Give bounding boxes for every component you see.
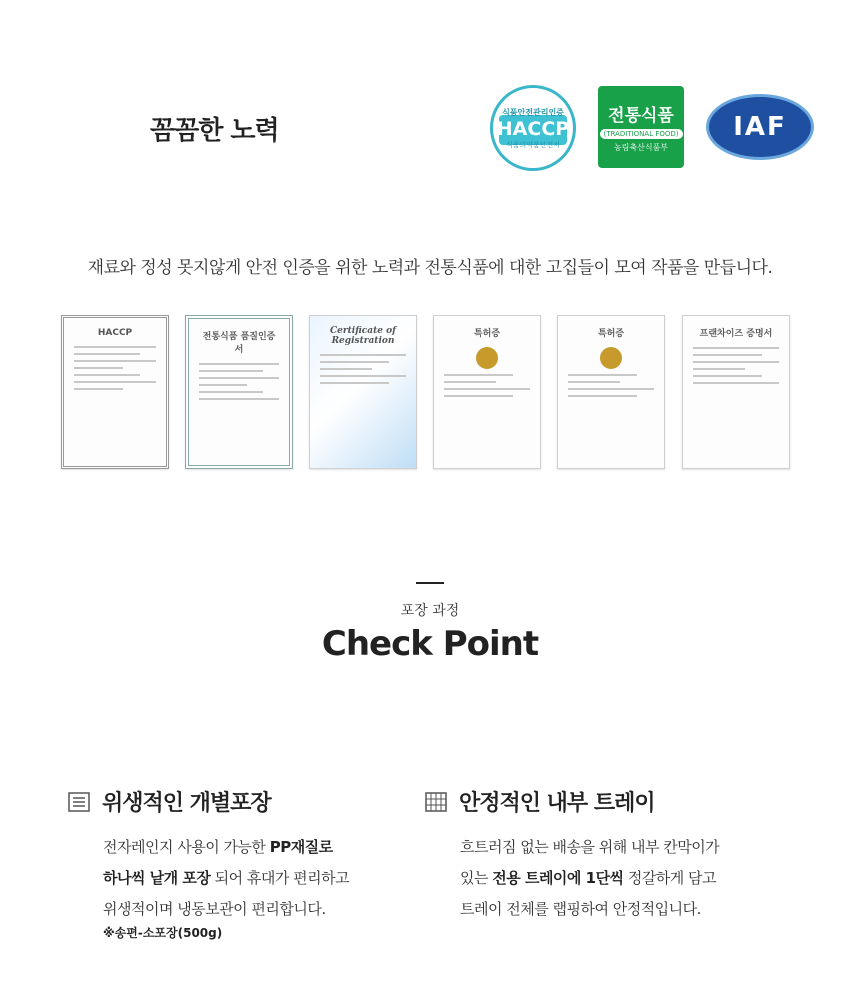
- text-line: [444, 395, 513, 397]
- haccp-logo-main: HACCP: [496, 117, 570, 140]
- haccp-logo-bottom: 식품의약품안전처: [505, 140, 561, 149]
- traditional-logo-bottom: 농림축산식품부: [613, 143, 669, 152]
- text-line: [693, 361, 779, 363]
- text-line: [74, 353, 140, 355]
- text-line: [444, 374, 513, 376]
- text-line: [199, 384, 247, 386]
- text-line: [320, 354, 406, 356]
- section-sub-label: 포장 과정: [400, 603, 460, 619]
- text-line: [444, 388, 530, 390]
- text-line: [199, 363, 279, 365]
- text-line: [568, 374, 637, 376]
- certificate-title: Certificate of Registration: [330, 326, 396, 346]
- certificate-title: 특허증: [597, 329, 625, 339]
- certificate-title: HACCP: [97, 328, 133, 338]
- text-line: [444, 381, 496, 383]
- text-line: [320, 361, 389, 363]
- text-line: [199, 398, 279, 400]
- gold-seal-icon: [600, 347, 622, 369]
- desc-bold: 전용 트레이에 1단씩: [492, 869, 624, 887]
- feature-heading: 안정적인 내부 트레이: [459, 791, 655, 816]
- iaf-logo: [706, 94, 814, 160]
- certificate-franchise: [682, 315, 790, 469]
- feature-left-description: [103, 832, 349, 925]
- certificate-title: 프랜차이즈 증명서: [699, 329, 773, 339]
- desc-line: [103, 863, 349, 894]
- desc-line: [103, 894, 349, 925]
- text-line: [320, 382, 389, 384]
- text-line: [693, 382, 779, 384]
- text-line: [199, 391, 263, 393]
- text-line: [693, 375, 762, 377]
- certificate-registration: [309, 315, 417, 469]
- desc-line: [460, 863, 719, 894]
- grid-icon: [425, 792, 447, 812]
- haccp-logo: [490, 85, 576, 171]
- desc-line: [460, 832, 719, 863]
- list-icon: [68, 792, 90, 812]
- feature-heading: 위생적인 개별포장: [102, 791, 271, 816]
- desc-text: 트레이 전체를 랩핑하여 안정적입니다.: [460, 900, 701, 918]
- text-line: [568, 381, 620, 383]
- feature-tray: [425, 786, 655, 817]
- text-line: [693, 354, 762, 356]
- text-line: [74, 346, 156, 348]
- certificate-haccp: [61, 315, 169, 469]
- desc-text: 정갈하게 담고: [623, 869, 717, 887]
- traditional-logo-main: 전통식품: [608, 106, 674, 126]
- desc-text: 전자레인지 사용이 가능한: [103, 838, 270, 856]
- desc-text: 되어 휴대가 편리하고: [210, 869, 350, 887]
- feature-individual-packaging: [68, 786, 271, 817]
- desc-text: 위생적이며 냉동보관이 편리합니다.: [103, 900, 326, 918]
- desc-bold: 하나씩 낱개 포장: [103, 869, 211, 887]
- iaf-logo-main: IAF: [733, 112, 787, 142]
- feature-right-description: [460, 832, 719, 925]
- certificate-title: 전통식품 품질인증서: [202, 332, 276, 355]
- certificate-traditional: [185, 315, 293, 469]
- section-title: Check Point: [321, 624, 539, 664]
- text-line: [74, 360, 156, 362]
- certificate-patent-2: [557, 315, 665, 469]
- text-line: [320, 375, 406, 377]
- desc-text: 흐트러짐 없는 배송을 위해 내부 칸막이가: [460, 838, 720, 856]
- intro-text: 재료와 정성 못지않게 안전 인증을 위한 노력과 전통식품에 대한 고집들이 모여 작품을 만듭니다.: [87, 258, 773, 278]
- text-line: [199, 377, 279, 379]
- text-line: [693, 347, 779, 349]
- certificate-patent-1: [433, 315, 541, 469]
- text-line: [74, 374, 140, 376]
- desc-bold: PP재질로: [269, 838, 333, 856]
- effort-title: 꼼꼼한 노력: [150, 116, 279, 146]
- traditional-food-logo: [598, 86, 684, 168]
- packaging-note: ※송편-소포장(500g): [103, 926, 223, 940]
- text-line: [74, 381, 156, 383]
- text-line: [320, 368, 372, 370]
- certificate-title: 특허증: [473, 329, 501, 339]
- traditional-logo-sub: (TRADITIONAL FOOD): [600, 129, 683, 139]
- text-line: [568, 395, 637, 397]
- text-line: [199, 370, 263, 372]
- desc-text: 있는: [460, 869, 493, 887]
- text-line: [74, 388, 123, 390]
- desc-line: [103, 832, 349, 863]
- haccp-logo-top: 식품안전관리인증: [502, 107, 564, 117]
- text-line: [693, 368, 745, 370]
- gold-seal-icon: [476, 347, 498, 369]
- section-divider: [416, 582, 444, 584]
- desc-line: [460, 894, 719, 925]
- text-line: [74, 367, 123, 369]
- text-line: [568, 388, 654, 390]
